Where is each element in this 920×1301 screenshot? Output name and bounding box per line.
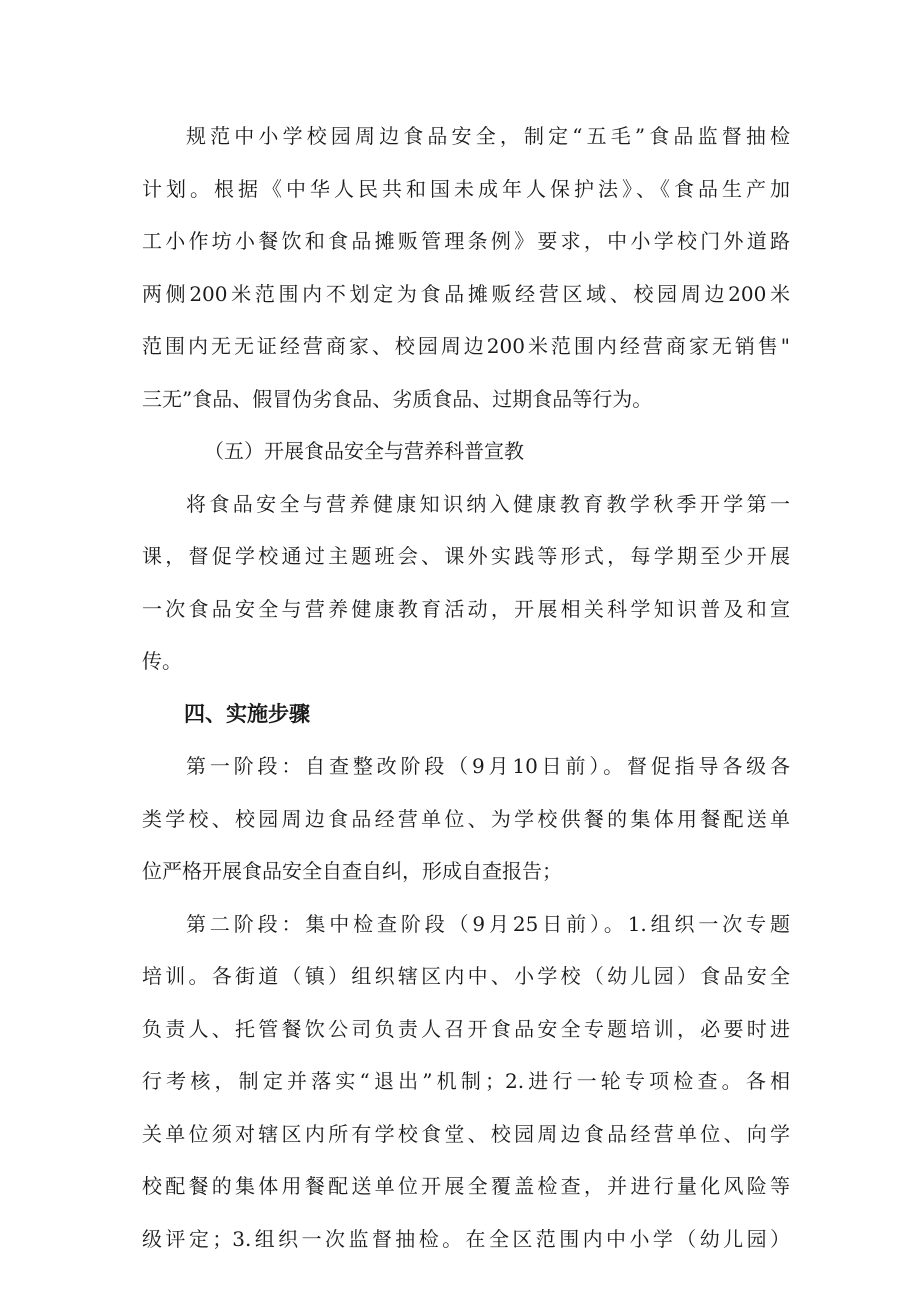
text-line: 一次食品安全与营养健康教育活动，开展相关科学知识普及和宣 — [142, 596, 790, 621]
text-line: 第二阶段：集中检查阶段（9月25日前）。1.组织一次专题 — [186, 911, 790, 936]
text-line: 位严格开展食品安全自查自纠，形成自查报告； — [142, 859, 562, 883]
text-line: 级评定；3.组织一次监督抽检。在全区范围内中小学（幼儿园） — [142, 1226, 790, 1251]
text-line: 工小作坊小餐饮和食品摊贩管理条例》要求，中小学校门外道路 — [142, 229, 790, 253]
text-line: 两侧200米范围内不划定为食品摊贩经营区域、校园周边200米 — [142, 281, 790, 306]
section-heading: 四、实施步骤 — [184, 701, 310, 726]
paragraph-nutrition-education — [142, 478, 790, 688]
section-subheading: （五）开展食品安全与营养科普宣教 — [204, 439, 524, 463]
text-line: 传。 — [142, 649, 182, 673]
text-line: 负责人、托管餐饮公司负责人召开食品安全专题培训，必要时进 — [142, 1016, 790, 1041]
text-line: 第一阶段：自查整改阶段（9月10日前）。督促指导各级各 — [186, 754, 790, 778]
document-page — [142, 110, 790, 1265]
text-line: 三无”食品、假冒伪劣食品、劣质食品、过期食品等行为。 — [142, 386, 653, 411]
paragraph-food-safety-around-schools — [142, 110, 790, 425]
text-line: 计划。根据《中华人民共和国未成年人保护法》、《食品生产加 — [142, 176, 790, 201]
paragraph-phase-one — [142, 740, 790, 898]
text-line: 行考核，制定并落实“退出”机制；2.进行一轮专项检查。各相 — [142, 1069, 790, 1093]
text-line: 校配餐的集体用餐配送单位开展全覆盖检查，并进行量化风险等 — [142, 1174, 790, 1198]
text-line: 课，督促学校通过主题班会、课外实践等形式，每学期至少开展 — [142, 544, 790, 568]
text-line: 类学校、校园周边食品经营单位、为学校供餐的集体用餐配送单 — [142, 806, 790, 831]
text-line: 规范中小学校园周边食品安全，制定“五毛”食品监督抽检 — [186, 124, 790, 148]
paragraph-phase-two — [142, 898, 790, 1266]
text-line: 关单位须对辖区内所有学校食堂、校园周边食品经营单位、向学 — [142, 1121, 790, 1146]
text-line: 将食品安全与营养健康知识纳入健康教育教学秋季开学第一 — [186, 491, 790, 516]
text-line: 范围内无无证经营商家、校园周边200米范围内经营商家无销售" — [142, 334, 790, 358]
text-line: 培训。各街道（镇）组织辖区内中、小学校（幼儿园）食品安全 — [142, 964, 790, 988]
